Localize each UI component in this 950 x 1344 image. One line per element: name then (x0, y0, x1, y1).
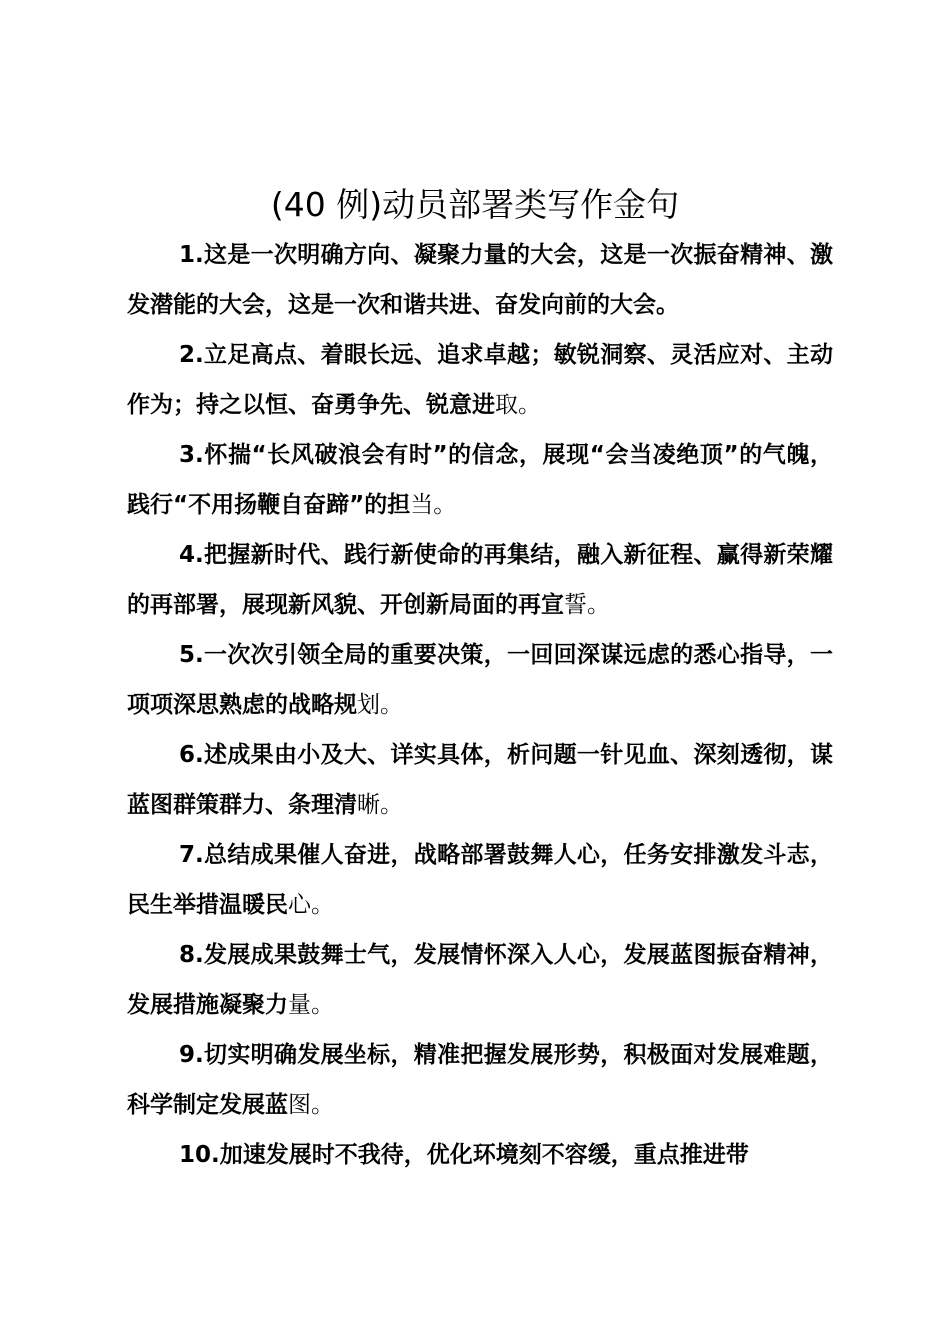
paragraph-2-tail: 取。 (495, 392, 541, 418)
paragraph-2 (127, 330, 833, 430)
paragraph-1 (127, 230, 833, 330)
paragraph-1-text: 1.这是一次明确方向、凝聚力量的大会，这是一次振奋精神、激发潜能的大会，这是一次和谐共进、奋发向前的大会。 (127, 242, 833, 318)
paragraph-6-tail: 晰。 (357, 792, 403, 818)
paragraph-9 (127, 1030, 833, 1130)
paragraph-5-text: 5.一次次引领全局的重要决策，一回回深谋远虑的悉心指导，一项项深思熟虑的战略规 (127, 642, 833, 718)
paragraph-8 (127, 930, 833, 1030)
document-body (127, 230, 833, 1180)
paragraph-7-text: 7.总结成果催人奋进，战略部署鼓舞人心，任务安排激发斗志，民生举措温暖民 (127, 842, 833, 918)
paragraph-4-text: 4.把握新时代、践行新使命的再集结，融入新征程、赢得新荣耀的再部署，展现新风貌、开创新局面的再宣 (127, 542, 833, 618)
document-title: (40 例)动员部署类写作金句 (270, 185, 680, 224)
paragraph-5-tail: 划。 (357, 692, 403, 718)
paragraph-10-text: 10.加速发展时不我待，优化环境刻不容缓，重点推进带 (179, 1142, 749, 1168)
paragraph-8-tail: 量。 (288, 992, 334, 1018)
paragraph-3-tail: 当。 (410, 492, 457, 518)
paragraph-4 (127, 530, 833, 630)
paragraph-10 (127, 1130, 833, 1180)
paragraph-3-text: 3.怀揣“长风破浪会有时”的信念，展现“会当凌绝顶”的气魄，践行“不用扬鞭自奋蹄”的担 (127, 442, 833, 518)
paragraph-8-text: 8.发展成果鼓舞士气，发展情怀深入人心，发展蓝图振奋精神，发展措施凝聚力 (127, 942, 833, 1018)
paragraph-4-tail: 誓。 (564, 592, 610, 618)
paragraph-6 (127, 730, 833, 830)
paragraph-7-tail: 心。 (288, 892, 334, 918)
paragraph-7 (127, 830, 833, 930)
paragraph-6-text: 6.述成果由小及大、详实具体，析问题一针见血、深刻透彻，谋蓝图群策群力、条理清 (127, 742, 833, 818)
paragraph-3 (127, 430, 833, 530)
paragraph-2-text: 2.立足高点、着眼长远、追求卓越；敏锐洞察、灵活应对、主动作为；持之以恒、奋勇争先、锐意进 (127, 342, 833, 418)
paragraph-5 (127, 630, 833, 730)
paragraph-9-text: 9.切实明确发展坐标，精准把握发展形势，积极面对发展难题，科学制定发展蓝 (127, 1042, 833, 1118)
paragraph-9-tail: 图。 (288, 1092, 334, 1118)
